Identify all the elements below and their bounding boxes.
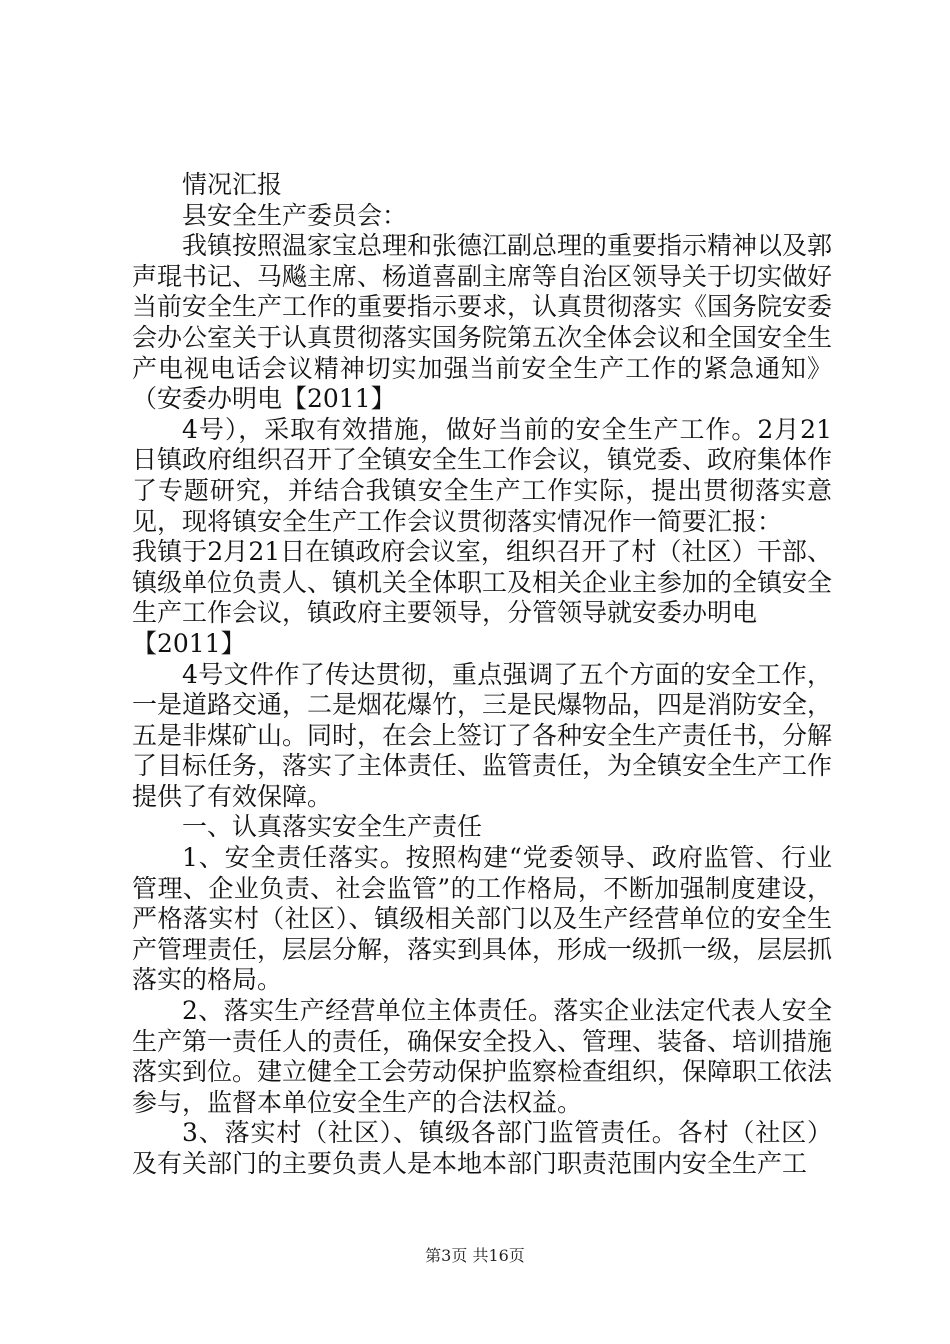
body-paragraph: 4号文件作了传达贯彻，重点强调了五个方面的安全工作，一是道路交通，二是烟花爆竹，三是民爆物品，四是消防安全，五是非煤矿山。同时，在会上签订了各种安全生产责任书，分解了目标任务，落实了主体责任、监管责任，为全镇安全生产工作提供了有效保障。 <box>132 659 833 811</box>
body-paragraph: 3、落实村（社区）、镇级各部门监管责任。各村（社区）及有关部门的主要负责人是本地本部门职责范围内安全生产工 <box>132 1118 832 1178</box>
body-paragraph: 我镇按照温家宝总理和张德江副总理的重要指示精神以及郭声琨书记、马飚主席、杨道喜副主席等自治区领导关于切实做好当前安全生产工作的重要指示要求，认真贯彻落实《国务院安委会办公室关于认真贯彻落实国务院第五次全体会议和全国安全生产电视电话会议精神切实加强当前安全生产工作的紧急通知》（安委办明电【2011】 <box>132 231 833 414</box>
body-paragraph: 【2011】 <box>132 628 246 658</box>
document-heading: 情况汇报 <box>182 170 283 199</box>
page-number-footer: 第3页 共16页 <box>425 1246 525 1265</box>
section-heading: 一、认真落实安全生产责任 <box>182 812 483 842</box>
body-paragraph: 4号），采取有效措施，做好当前的安全生产工作。2月21日镇政府组织召开了全镇安全生工作会议，镇党委、政府集体作了专题研究，并结合我镇安全生产工作实际，提出贯彻落实意见，现将镇安全生产工作会议贯彻落实情况作一简要汇报： <box>132 414 833 536</box>
body-paragraph: 我镇于2月21日在镇政府会议室，组织召开了村（社区）干部、镇级单位负责人、镇机关全体职工及相关企业主参加的全镇安全生产工作会议，镇政府主要领导，分管领导就安委办明电 <box>132 537 833 628</box>
document-body <box>132 170 832 1180</box>
addressee-line: 县安全生产委员会： <box>182 200 408 230</box>
body-paragraph: 2、落实生产经营单位主体责任。落实企业法定代表人安全生产第一责任人的责任，确保安全投入、管理、装备、培训措施落实到位。建立健全工会劳动保护监察检查组织，保障职工依法参与，监督本单位安全生产的合法权益。 <box>132 996 833 1117</box>
body-paragraph: 1、安全责任落实。按照构建“党委领导、政府监管、行业管理、企业负责、社会监管”的工作格局，不断加强制度建设，严格落实村（社区）、镇级相关部门以及生产经营单位的安全生产管理责任，层层分解，落实到具体，形成一级抓一级，层层抓落实的格局。 <box>132 843 833 995</box>
